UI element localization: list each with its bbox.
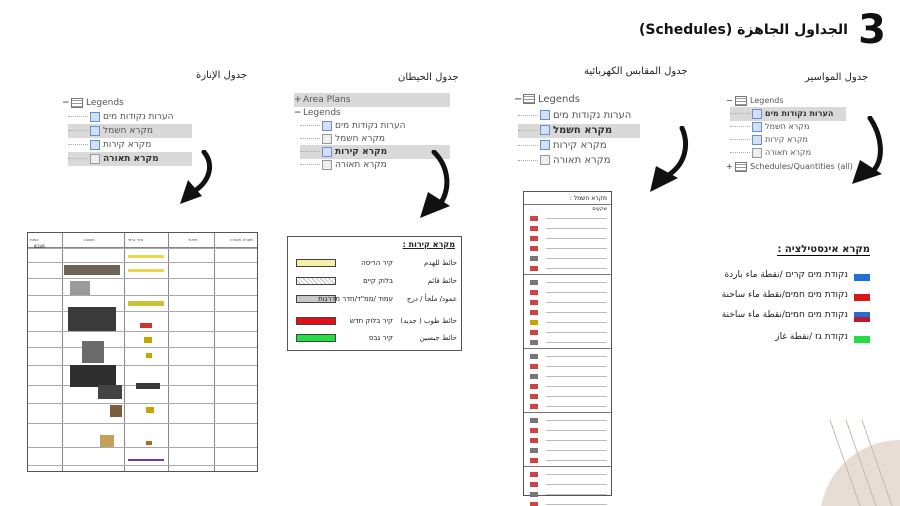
- table-header-cell: תיאור: [188, 237, 198, 242]
- legend-label: נקודת מים קרים /نقطة ماء باردة: [724, 270, 848, 280]
- tree-item-lighting[interactable]: מקרא תאורה: [300, 158, 387, 172]
- tree-item-lighting[interactable]: מקרא תאורה: [68, 152, 192, 166]
- legend-label: נקודת מים חמים/نقطة ماء ساخنة: [721, 310, 848, 320]
- electrical-legend-subtitle: שקעים: [592, 206, 607, 212]
- legend-desc: حائط قائم: [427, 277, 457, 285]
- table-header-cell: ציור גרפי: [128, 237, 144, 242]
- table-header-cell: כמות: [30, 237, 39, 242]
- tree-item-lighting[interactable]: מקרא תאורה: [518, 154, 611, 168]
- legend-label: קיר בלוק חדש: [349, 317, 393, 325]
- tree-root-legends[interactable]: − Legends: [726, 96, 784, 105]
- tree-item-walls[interactable]: מקרא קירות: [68, 138, 151, 152]
- legend-label: עמוד /ממ"ד/חדר מדרגות: [318, 295, 393, 303]
- tree-item-electric[interactable]: מקרא חשמל: [68, 124, 192, 138]
- lighting-column-label: جدول الإنارة: [196, 70, 248, 81]
- tree-area-plans[interactable]: +Area Plans: [294, 93, 450, 107]
- table-header-cell: מקרא תאורה: [230, 237, 254, 242]
- tree-item-lighting[interactable]: מקרא תאורה: [730, 146, 811, 160]
- section-number: 3: [858, 7, 886, 53]
- plumbing-legend-title: מקרא אינסטילציה :: [777, 244, 870, 255]
- walls-legend-title: מקרא קירות :: [402, 240, 455, 249]
- tree-root-legends[interactable]: − Legends: [62, 98, 124, 108]
- tree-root-legends[interactable]: − Legends: [514, 94, 580, 105]
- legend-desc: حائط طوب ( جديد): [400, 317, 457, 325]
- legend-label: נקודת מים חמים/نقطة ماء ساخنة: [721, 290, 848, 300]
- legend-label: קיר גבס: [368, 334, 393, 342]
- table-header-cell: תמונה: [84, 237, 95, 242]
- electrical-legend-title: מקרא חשמל :: [569, 195, 607, 202]
- tree-item-electric[interactable]: מקרא חשמל: [300, 132, 385, 146]
- legend-label: בלוק קיים: [363, 277, 393, 285]
- legend-desc: حائط جبسين: [419, 334, 457, 342]
- legend-label: קיר הריסה: [361, 259, 393, 267]
- electrical-column-label: جدول المقابس الكهربائية: [584, 66, 688, 77]
- legend-label: נקודת גז /نقطة غاز: [775, 332, 848, 342]
- tree-root-legends[interactable]: −Legends: [294, 108, 341, 118]
- page-title: الجداول الجاهزة (Schedules): [639, 22, 848, 38]
- walls-column-label: جدول الحيطان: [398, 72, 459, 83]
- tree-item-water-notes[interactable]: הערות נקודות מים: [300, 119, 406, 133]
- plumbing-column-label: جدول المواسير: [805, 72, 869, 83]
- tree-item-water-notes[interactable]: הערות נקודות מים: [68, 110, 174, 124]
- tree-item-walls[interactable]: מקרא קירות: [518, 139, 607, 153]
- tree-item-electric[interactable]: מקרא חשמל: [518, 124, 640, 138]
- tree-item-walls[interactable]: מקרא קירות: [730, 133, 808, 147]
- legend-desc: عمود/ ملجأ / درج: [406, 295, 457, 303]
- tree-item-electric[interactable]: מקרא חשמל: [730, 120, 809, 134]
- tree-item-water-notes[interactable]: הערות נקודות מים: [518, 109, 631, 123]
- legend-desc: حائط للهدم: [424, 259, 457, 267]
- tree-schedules[interactable]: + Schedules/Quantities (all): [726, 162, 853, 171]
- table-first-cell: IELVR: [34, 244, 46, 249]
- tree-item-walls[interactable]: מקרא קירות: [300, 145, 450, 159]
- tree-item-water-notes[interactable]: הערות נקודות מים: [730, 107, 846, 121]
